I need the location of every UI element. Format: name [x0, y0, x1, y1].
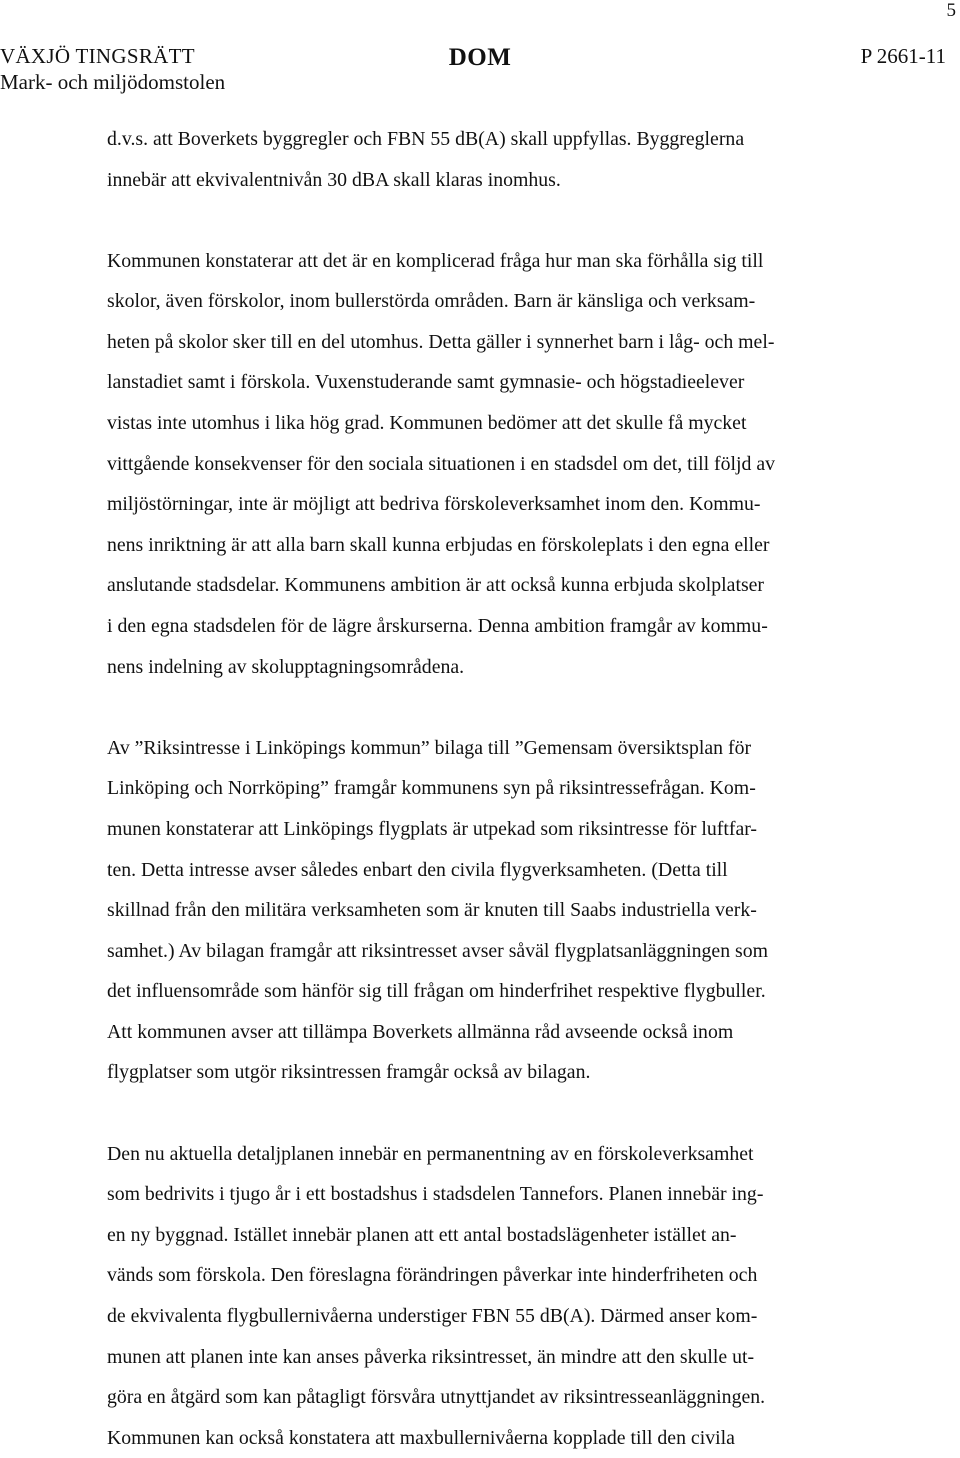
text-line: ten. Detta intresse avser således enbart den civila flygverksamheten. (Detta till: [107, 858, 728, 881]
court-name: VÄXJÖ TINGSRÄTT: [0, 44, 195, 68]
text-line: vänds som förskola. Den föreslagna förändringen påverkar inte hinderfriheten och: [107, 1264, 758, 1287]
text-line: Den nu aktuella detaljplanen innebär en permanentning av en förskoleverksamhet: [107, 1142, 754, 1165]
text-line: skolor, även förskolor, inom bullerstörda områden. Barn är känsliga och verksam-: [107, 290, 756, 313]
paragraph-spacer: [107, 687, 907, 728]
paragraph-spacer: [107, 200, 907, 241]
text-line: munen att planen inte kan anses påverka riksintresset, än mindre att den skulle ut-: [107, 1345, 755, 1368]
text-line: nens indelning av skolupptagningsområdena.: [107, 655, 465, 678]
text-line: anslutande stadsdelar. Kommunens ambition är att också kunna erbjuda skolplatser: [107, 574, 765, 597]
text-line: vistas inte utomhus i lika hög grad. Kommunen bedömer att det skulle få mycket: [107, 412, 747, 435]
text-line: Kommunen konstaterar att det är en komplicerad fråga hur man ska förhålla sig till: [107, 249, 764, 272]
text-line: i den egna stadsdelen för de lägre årskurserna. Denna ambition framgår av kommu-: [107, 615, 768, 638]
text-line: heten på skolor sker till en del utomhus. Detta gäller i synnerhet barn i låg- och mel-: [107, 330, 775, 353]
text-line: Av ”Riksintresse i Linköpings kommun” bilaga till ”Gemensam översiktsplan för: [107, 736, 752, 759]
text-line: innebär att ekvivalentnivån 30 dBA skall klaras inomhus.: [107, 168, 561, 191]
text-line: d.v.s. att Boverkets byggregler och FBN 55 dB(A) skall uppfyllas. Byggreglerna: [107, 128, 745, 150]
page-number: 5: [946, 0, 956, 21]
text-line: det influensområde som hänför sig till frågan om hinderfrihet respektive flygbuller.: [107, 980, 766, 1003]
paragraph: [107, 119, 907, 200]
document-body: [107, 119, 907, 1458]
case-number: P 2661-11: [860, 44, 946, 68]
text-line: miljöstörningar, inte är möjligt att bedriva förskoleverksamhet inom den. Kommu-: [107, 493, 761, 516]
text-line: skillnad från den militära verksamheten som är knuten till Saabs industriella verk-: [107, 899, 757, 922]
text-line: Linköping och Norrköping” framgår kommunens syn på riksintressefrågan. Kom-: [107, 777, 756, 800]
text-line: vittgående konsekvenser för den sociala situationen i en stadsdel om det, till följd av: [107, 452, 775, 475]
text-line: göra en åtgärd som kan påtagligt försvåra utnyttjandet av riksintresseanläggningen.: [107, 1386, 766, 1409]
text-line: lanstadiet samt i förskola. Vuxenstuderande samt gymnasie- och högstadieelever: [107, 371, 745, 394]
text-line: samhet.) Av bilagan framgår att riksintresset avser såväl flygplatsanläggningen som: [107, 939, 769, 962]
paragraph: [107, 728, 907, 1093]
text-line: flygplatser som utgör riksintressen framgår också av bilagan.: [107, 1061, 591, 1084]
text-line: nens inriktning är att alla barn skall kunna erbjudas en förskoleplats i den egna eller: [107, 533, 770, 556]
text-line: en ny byggnad. Istället innebär planen att ett antal bostadslägenheter istället an-: [107, 1223, 737, 1246]
paragraph: [107, 1134, 907, 1458]
text-line: munen konstaterar att Linköpings flygplats är utpekad som riksintresse för luftfar-: [107, 817, 758, 840]
document-type: DOM: [448, 44, 512, 71]
paragraph: [107, 241, 907, 688]
text-line: som bedrivits i tjugo år i ett bostadshus i stadsdelen Tannefors. Planen innebär ing-: [107, 1183, 764, 1206]
court-division: Mark- och miljödomstolen: [0, 70, 226, 94]
text-line: Kommunen kan också konstatera att maxbullernivåerna kopplade till den civila: [107, 1426, 735, 1449]
paragraph-spacer: [107, 1093, 907, 1134]
text-line: de ekvivalenta flygbullernivåerna understiger FBN 55 dB(A). Därmed anser kom-: [107, 1304, 758, 1327]
text-line: Att kommunen avser att tillämpa Boverkets allmänna råd avseende också inom: [107, 1020, 734, 1043]
